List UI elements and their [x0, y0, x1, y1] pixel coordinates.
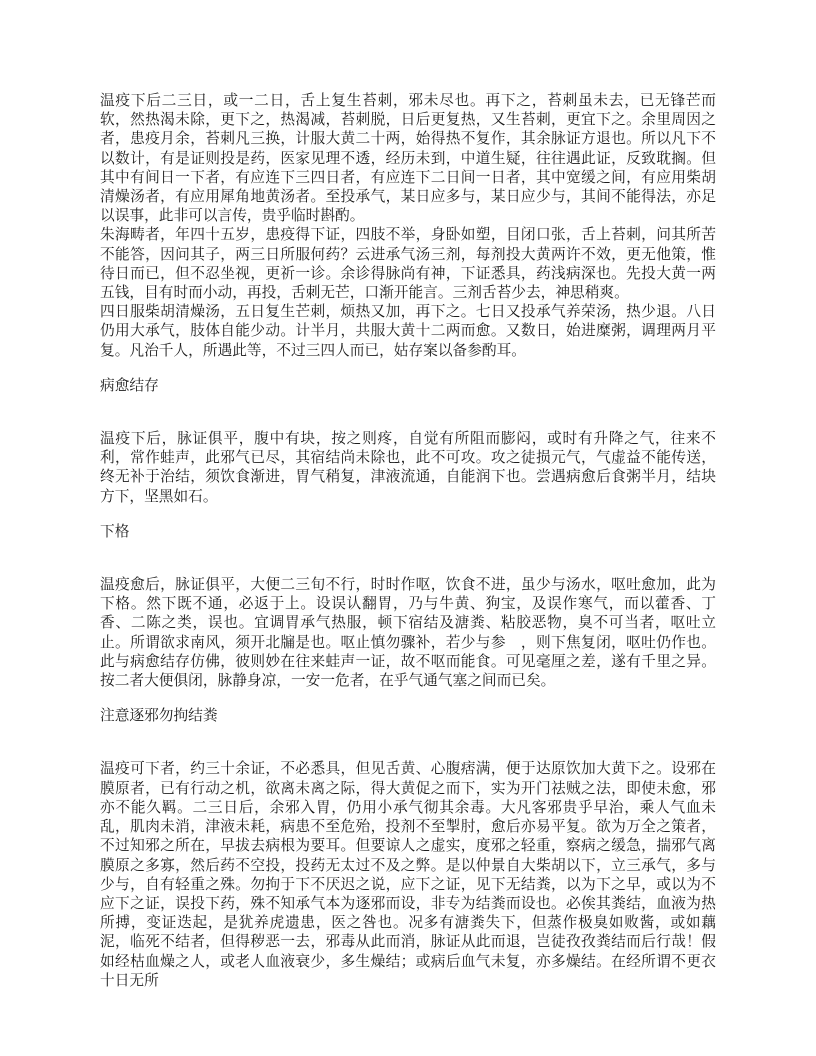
paragraph-lower-blockage: 温疫愈后，脉证俱平，大便二三旬不行，时时作呕，饮食不进，虽少与汤水，呕吐愈加，此为下格。然下既不通，必返于上。设误认翻胃，乃与牛黄、狗宝，及误作寒气，而以藿香、丁香、二陈之类，误也。宜调胃承气热服，顿下宿结及溏粪、粘胶恶物，臭不可当者，呕吐立止。所谓欲求南风，须开北牖是也。呕止慎勿骤补，若少与参 ，则下焦复闭，呕吐仍作也。此与病愈结存仿佛，彼则妙在往来蛙声一证，故不呕而能食。可见毫厘之差，遂有千里之异。按二者大便俱闭，脉静身凉，一安一危者，在乎气通气塞之间而已矣。 — [100, 577, 716, 690]
section-heading-xia-ge: 下格 — [100, 523, 130, 540]
section-heading-zhu-xie: 注意逐邪勿拘结粪 — [100, 708, 218, 725]
document-body — [100, 92, 716, 991]
paragraph-zhu-haichou-case: 朱海畴者，年四十五岁，患疫得下证，四肢不举，身卧如塑，目闭口张，舌上苔刺，问其所苦不能答，因问其子，两三日所服何药？云进承气汤三剂，每剂投大黄两许不效，更无他策，惟待日而已，但不忍坐视，更祈一诊。余诊得脉尚有神，下证悉具，药浅病深也。先投大黄一两五钱，目有时而小动，再投，舌刺无芒，口渐开能言。三剂舌苔少去，神思稍爽。 — [100, 227, 716, 302]
paragraph-case-recovery: 四日服柴胡清燥汤，五日复生芒刺，烦热又加，再下之。七日又投承气养荣汤，热少退。八日仍用大承气，肢体自能少动。计半月，共服大黄十二两而愈。又数日，始进糜粥，调理两月平复。凡治千人，所遇此等，不过三四人而已，姑存案以备参酌耳。 — [100, 304, 716, 359]
paragraph-expel-pathogen: 温疫可下者，约三十余证，不必悉具，但见舌黄、心腹痞满，便于达原饮加大黄下之。设邪在膜原者，已有行动之机，欲离未离之际，得大黄促之而下，实为开门祛贼之法，即使未愈，邪亦不能久羁。二三日后，余邪入胃，仍用小承气彻其余毒。大凡客邪贵乎早治，乘人气血未乱，肌肉未消，津液未耗，病患不至危殆，投剂不至掣肘，愈后亦易平复。欲为万全之策者，不过知邪之所在，早拔去病根为要耳。但要谅人之虚实，度邪之轻重，察病之缓急，揣邪气离膜原之多寡，然后药不空投，投药无太过不及之弊。是以仲景自大柴胡以下，立三承气，多与少与，自有轻重之殊。勿拘于下不厌迟之说，应下之证，见下无结粪，以为下之早，或以为不应下之证，误投下药，殊不知承气本为逐邪而设，非专为结粪而设也。必俟其粪结，血液为热所搏，变证迭起，是犹养虎遗患，医之咎也。况多有溏粪失下，但蒸作极臭如败酱，或如藕泥，临死不结者，但得秽恶一去，邪毒从此而消，脉证从此而退，岂徒孜孜粪结而后行哉！假如经枯血燥之人，或老人血液衰少，多生燥结；或病后血气未复，亦多燥结。在经所谓不更衣十日无所 — [100, 761, 716, 989]
paragraph-tongue-coating-relapse: 温疫下后二三日，或一二日，舌上复生苔刺，邪未尽也。再下之，苔刺虽未去，已无锋芒而软，然热渴未除，更下之，热渴减，苔刺脱，日后更复热，又生苔刺，更宜下之。余里周因之者，患疫月余，苔刺凡三换，计服大黄二十两，始得热不复作，其余脉证方退也。所以凡下不以数计，有是证则投是药，医家见理不透，经历未到，中道生疑，往往遇此证，反致耽搁。但其中有间日一下者，有应连下三四日者，有应连下二日间一日者，其中宽缓之间，有应用柴胡清燥汤者，有应用犀角地黄汤者。至投承气，某日应多与，某日应少与，其间不能得法，亦足以误事，此非可以言传，贵乎临时斟酌。 — [100, 93, 716, 225]
paragraph-residual-mass: 温疫下后，脉证俱平，腹中有块，按之则疼，自觉有所阻而膨闷，或时有升降之气，往来不利，常作蛙声，此邪气已尽，其宿结尚未除也，此不可攻。攻之徒损元气，气虚益不能传送，终无补于治结，须饮食渐进，胃气稍复，津液流通，自能润下也。尝遇病愈后食粥半月，结块方下，坚黑如石。 — [100, 431, 716, 505]
section-heading-bing-yu-jie-cun: 病愈结存 — [100, 377, 159, 394]
